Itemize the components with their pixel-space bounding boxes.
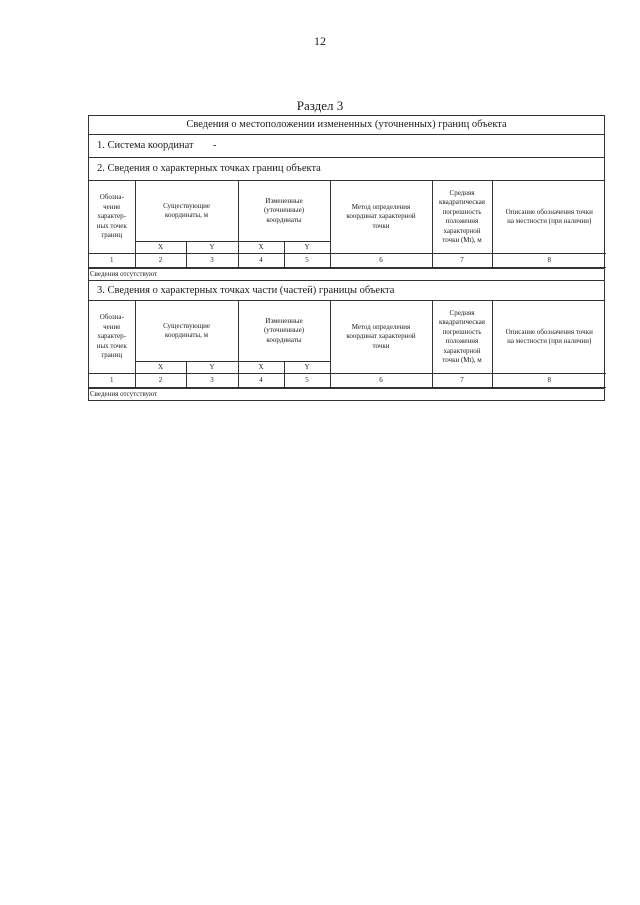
- subheader-y-existing: Y: [186, 362, 238, 374]
- column-number: 1: [89, 374, 135, 388]
- subheader-x-existing: X: [135, 362, 186, 374]
- subheader-y-changed: Y: [284, 362, 330, 374]
- column-number: 6: [330, 374, 432, 388]
- changed-coords-header: Измененные (уточненные) координаты: [238, 301, 330, 362]
- section3-title: 3. Сведения о характерных точках части (частей) границы объекта: [89, 281, 604, 301]
- section3-table: [89, 301, 606, 388]
- method-header: Метод определения координат характерной точки: [330, 181, 432, 254]
- column-number: 2: [135, 374, 186, 388]
- boundary-info-table: [88, 115, 605, 401]
- existing-coords-header: Существующие координаты, м: [135, 181, 238, 242]
- designation-header: Обозна- чение характер- ных точек границ: [89, 181, 135, 254]
- coordinate-system-label: 1. Система координат: [97, 140, 194, 151]
- changed-coords-header: Измененные (уточненные) координаты: [238, 181, 330, 242]
- subheader-x-existing: X: [135, 242, 186, 254]
- column-number: 7: [432, 254, 492, 268]
- column-number: 3: [186, 254, 238, 268]
- section2-title: 2. Сведения о характерных точках границ объекта: [89, 158, 604, 181]
- column-number: 4: [238, 254, 284, 268]
- column-number: 2: [135, 254, 186, 268]
- section2-note: Сведения отсутствуют: [89, 268, 604, 281]
- column-number: 3: [186, 374, 238, 388]
- column-number: 4: [238, 374, 284, 388]
- method-header: Метод определения координат характерной точки: [330, 301, 432, 374]
- section2-table: [89, 181, 606, 268]
- subheader-x-changed: X: [238, 242, 284, 254]
- column-number: 6: [330, 254, 432, 268]
- existing-coords-header: Существующие координаты, м: [135, 301, 238, 362]
- mean-error-header: Средняя квадратическая погрешность положения характерной точки (Mt), м: [432, 181, 492, 254]
- column-number: 5: [284, 374, 330, 388]
- section-title: Раздел 3: [296, 98, 344, 113]
- coordinate-system-row: [89, 135, 604, 158]
- subheader-x-changed: X: [238, 362, 284, 374]
- column-number: 5: [284, 254, 330, 268]
- subheader-y-existing: Y: [186, 242, 238, 254]
- mean-error-header: Средняя квадратическая погрешность положения характерной точки (Mt), м: [432, 301, 492, 374]
- coordinate-system-value: -: [212, 140, 217, 151]
- section3-note: Сведения отсутствуют: [89, 388, 604, 400]
- page-number: 12: [314, 34, 326, 48]
- main-title: Сведения о местоположении измененных (уточненных) границ объекта: [89, 116, 604, 135]
- column-number: 1: [89, 254, 135, 268]
- description-header: Описание обозначения точки на местности (при наличии): [492, 181, 606, 254]
- column-number: 7: [432, 374, 492, 388]
- column-number: 8: [492, 254, 606, 268]
- column-number: 8: [492, 374, 606, 388]
- subheader-y-changed: Y: [284, 242, 330, 254]
- designation-header: Обозна- чение характер- ных точек границ: [89, 301, 135, 374]
- description-header: Описание обозначения точки на местности (при наличии): [492, 301, 606, 374]
